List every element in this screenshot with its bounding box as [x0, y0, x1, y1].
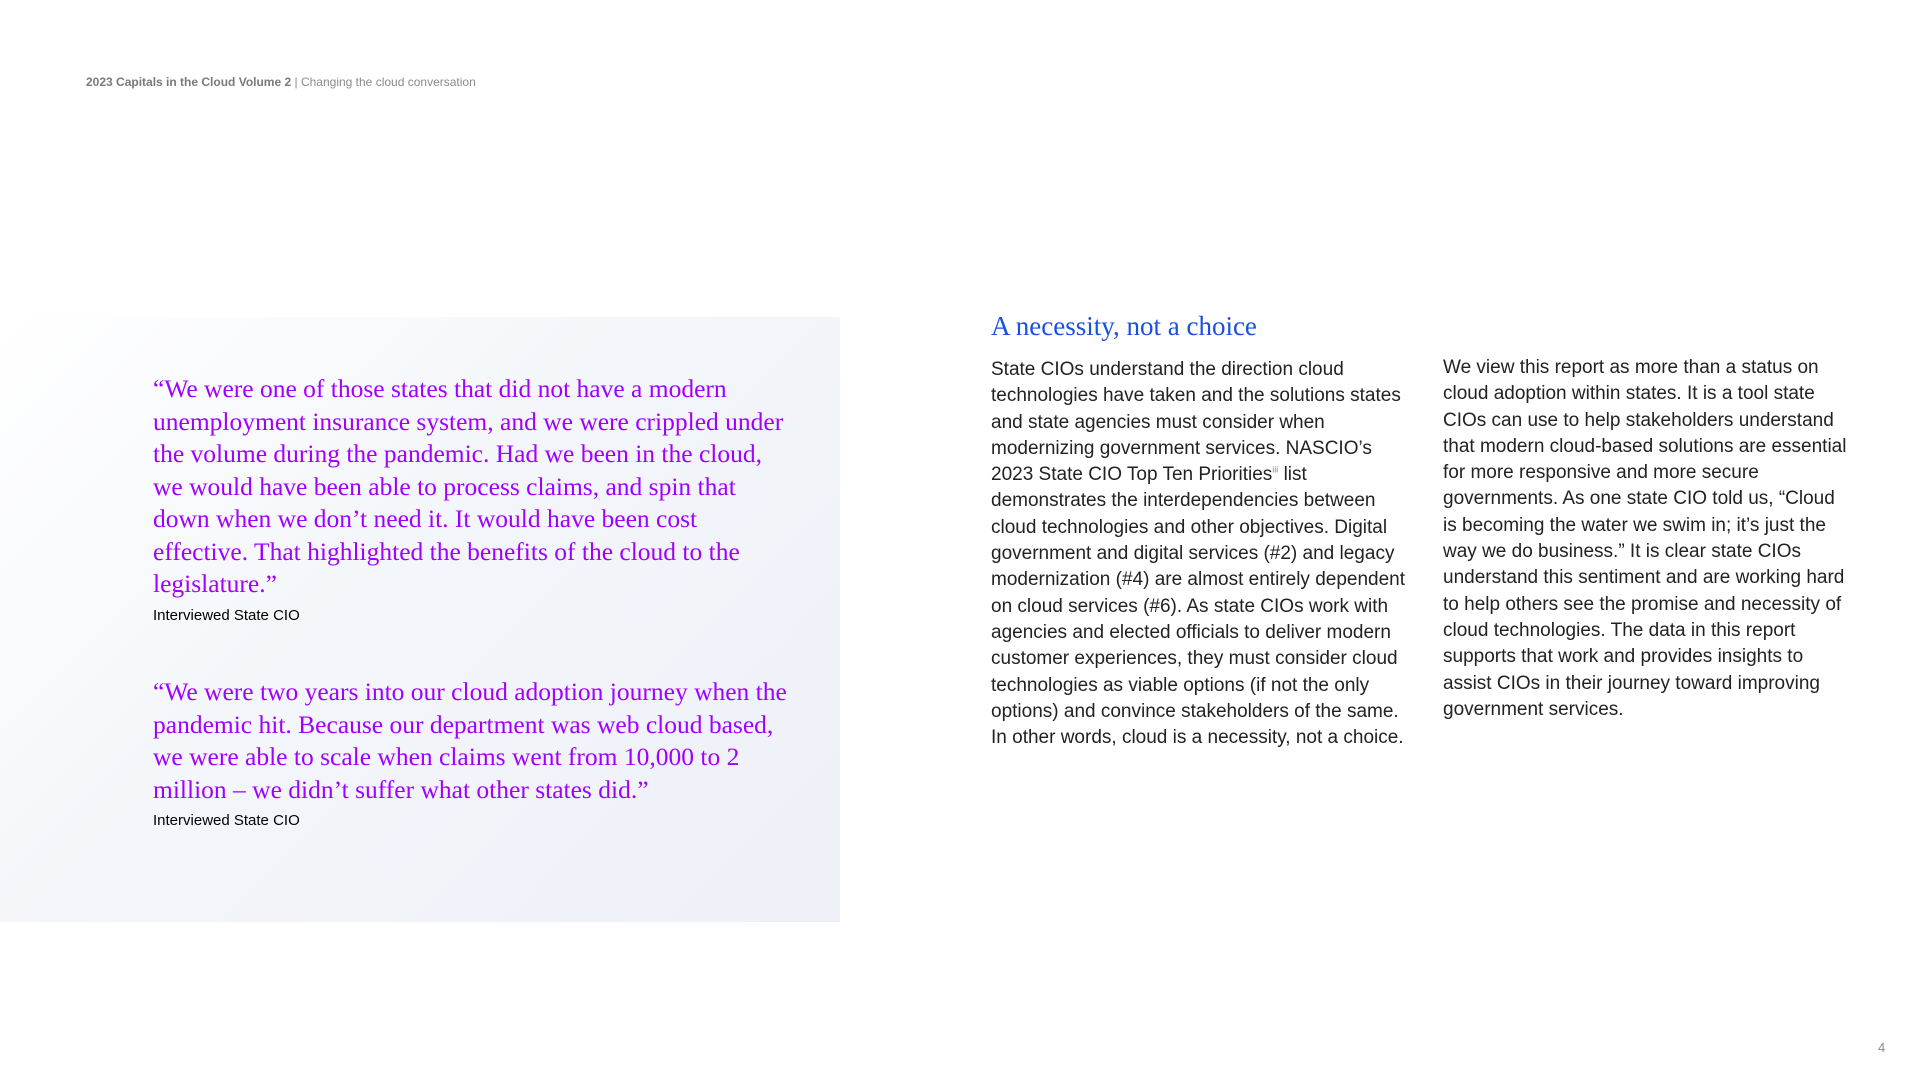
quote-panel [0, 317, 840, 922]
page-number: 4 [1878, 1040, 1886, 1055]
section-heading: A necessity, not a choice [991, 311, 1257, 341]
body-column-1-part-1: State CIOs understand the direction cloud technologies have taken and the solutions states and state agencies must consider when modernizing government services. NASCIO’s 2023 State CIO Top Ten Priorities [991, 359, 1401, 486]
pull-quote-2-attribution: Interviewed State CIO [153, 812, 300, 829]
body-column-1 [991, 357, 1411, 751]
pull-quote-1-text: “We were one of those states that did not have a modern unemployment insurance system, and we were crippled under the volume during the pandemic. Had we been in the cloud, we would have been able to process claims, and spin that down when we don’t need it. It would have been cost effective. That highlighted the benefits of the cloud to the legislature.” [153, 374, 784, 598]
pull-quote-2-text: “We were two years into our cloud adoption journey when the pandemic hit. Because our department was web cloud based, we were able to scale when claims went from 10,000 to 2 million – we didn’t suffer what other states did.” [153, 677, 787, 804]
header-separator: | [291, 75, 301, 89]
body-column-2: We view this report as more than a status on cloud adoption within states. It is a tool state CIOs can use to help stakeholders understand that modern cloud-based solutions are essential for more responsive and more secure governments. As one state CIO told us, “Cloud is becoming the water we swim in; it’s just the way we do business.” It is clear state CIOs understand this sentiment and are working hard to help others see the promise and necessity of cloud technologies. The data in this report supports that work and provides insights to assist CIOs in their journey toward improving government services. [1443, 357, 1847, 720]
header-doc-title: 2023 Capitals in the Cloud Volume 2 [86, 75, 292, 89]
body-column-1-part-2: list demonstrates the interdependencies between cloud technologies and other objectives. Digital government and digital services (#2) and legacy modernization (#4) are almost entirely dependent on cloud services (#6). As state CIOs work with agencies and elected officials to deliver modern customer experiences, they must consider cloud technologies as viable options (if not the only options) and convince stakeholders of the same. In other words, cloud is a necessity, not a choice. [991, 464, 1406, 749]
running-header [86, 75, 476, 89]
pull-quote-1-attribution: Interviewed State CIO [153, 606, 300, 624]
footnote-marker[interactable]: iii [1272, 464, 1279, 475]
pull-quote-2 [153, 676, 793, 829]
pull-quote-1 [153, 373, 793, 624]
header-section-name: Changing the cloud conversation [300, 75, 476, 89]
